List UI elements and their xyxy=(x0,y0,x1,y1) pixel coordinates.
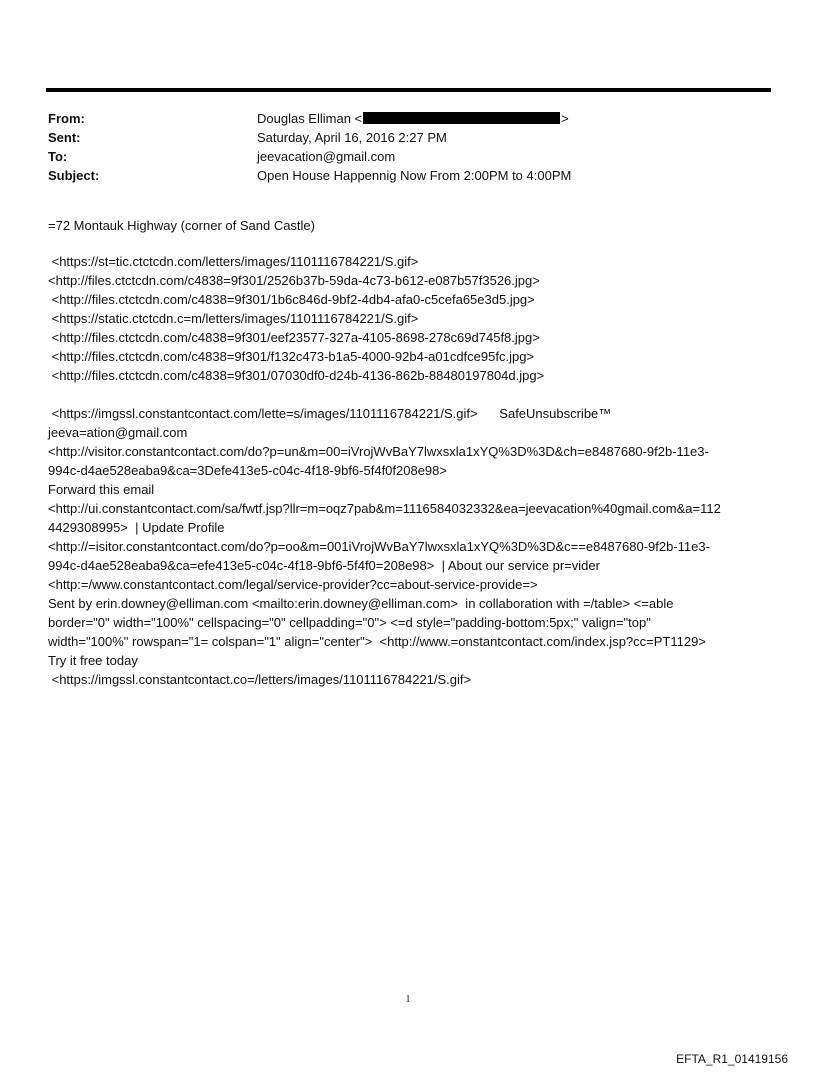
footer-line: 994c-d4ae528eaba9&ca=efe413e5-c04c-4f18-9bf6-5f4f0=208e98> | About our service pr=vider xyxy=(48,558,600,573)
footer-line: <http:=/www.constantcontact.com/legal/service-provider?cc=about-service-provide=> xyxy=(48,577,538,592)
footer-line: 994c-d4ae528eaba9&ca=3Defe413e5-c04c-4f18-9bf6-5f4f0f208e98> xyxy=(48,463,447,478)
sent-value: Saturday, April 16, 2016 2:27 PM xyxy=(257,130,447,145)
page-number: 1 xyxy=(405,994,411,1005)
to-row xyxy=(48,147,768,166)
from-row xyxy=(48,109,768,128)
subject-value: Open House Happennig Now From 2:00PM to 4:00PM xyxy=(257,168,572,183)
footer-line: width="100%" rowspan="1= colspan="1" align="center"> <http://www.=onstantcontact.com/index.jsp?cc=PT1129> xyxy=(48,634,706,649)
subject-row xyxy=(48,166,768,185)
subject-label: Subject: xyxy=(48,168,100,183)
image-link: <http://files.ctctcdn.com/c4838=9f301/2526b37b-59da-4c73-b612-e087b57f3526.jpg> xyxy=(48,273,540,288)
to-value: jeevacation@gmail.com xyxy=(257,149,396,164)
email-body xyxy=(48,216,778,689)
image-link: <http://files.ctctcdn.com/c4838=9f301/1b6c846d-9bf2-4db4-afa0-c5cefa65e3d5.jpg> xyxy=(48,292,535,307)
from-label: From: xyxy=(48,111,85,126)
footer-line: jeeva=ation@gmail.com xyxy=(48,425,188,440)
from-bracket: > xyxy=(561,111,569,126)
spacer xyxy=(48,235,778,252)
footer-line: 4429308995> | Update Profile xyxy=(48,520,225,535)
image-link: <http://files.ctctcdn.com/c4838=9f301/eef23577-327a-4105-8698-278c69d745f8.jpg> xyxy=(48,330,540,345)
image-link: <https://static.ctctcdn.c=m/letters/images/1101116784221/S.gif> xyxy=(48,311,419,326)
sent-row xyxy=(48,128,768,147)
footer-line: <https://imgssl.constantcontact.com/lette=s/images/1101116784221/S.gif> SafeUnsubscribe™ xyxy=(48,406,612,421)
image-link: <http://files.ctctcdn.com/c4838=9f301/07030df0-d24b-4136-862b-88480197804d.jpg> xyxy=(48,368,545,383)
image-link: <https://st=tic.ctctcdn.com/letters/images/1101116784221/S.gif> xyxy=(48,254,419,269)
from-name: Douglas Elliman < xyxy=(257,111,363,126)
address-line: =72 Montauk Highway (corner of Sand Castle) xyxy=(48,218,315,233)
image-link: <http://files.ctctcdn.com/c4838=9f301/f132c473-b1a5-4000-92b4-a01cdfce95fc.jpg> xyxy=(48,349,535,364)
footer-line: <http://visitor.constantcontact.com/do?p=un&m=00=iVrojWvBaY7lwxsxla1xYQ%3D%3D&ch=e8487680-9f2b-11e3- xyxy=(48,444,709,459)
footer-line: Forward this email xyxy=(48,482,155,497)
header-rule xyxy=(46,88,771,92)
footer-line: Try it free today xyxy=(48,653,138,668)
footer-line: <http://=isitor.constantcontact.com/do?p=oo&m=001iVrojWvBaY7lwxsxla1xYQ%3D%3D&c==e8487680-9f2b-11e3- xyxy=(48,539,710,554)
email-header xyxy=(48,109,768,185)
document-id: EFTA_R1_01419156 xyxy=(676,1052,788,1066)
redaction-bar xyxy=(363,112,560,124)
from-value xyxy=(257,109,768,128)
footer-line: Sent by erin.downey@elliman.com <mailto:erin.downey@elliman.com> in collaboration with =/table> <=able xyxy=(48,596,674,611)
sent-label: Sent: xyxy=(48,130,81,145)
spacer xyxy=(48,385,778,404)
to-label: To: xyxy=(48,149,68,164)
footer-line: border="0" width="100%" cellspacing="0" cellpadding="0"> <=d style="padding-bottom:5px;" valign="top" xyxy=(48,615,651,630)
footer-line: <https://imgssl.constantcontact.co=/letters/images/1101116784221/S.gif> xyxy=(48,672,472,687)
footer-line: <http://ui.constantcontact.com/sa/fwtf.jsp?llr=m=oqz7pab&m=1116584032332&ea=jeevacation%40gmail.com&a=112 xyxy=(48,501,721,516)
